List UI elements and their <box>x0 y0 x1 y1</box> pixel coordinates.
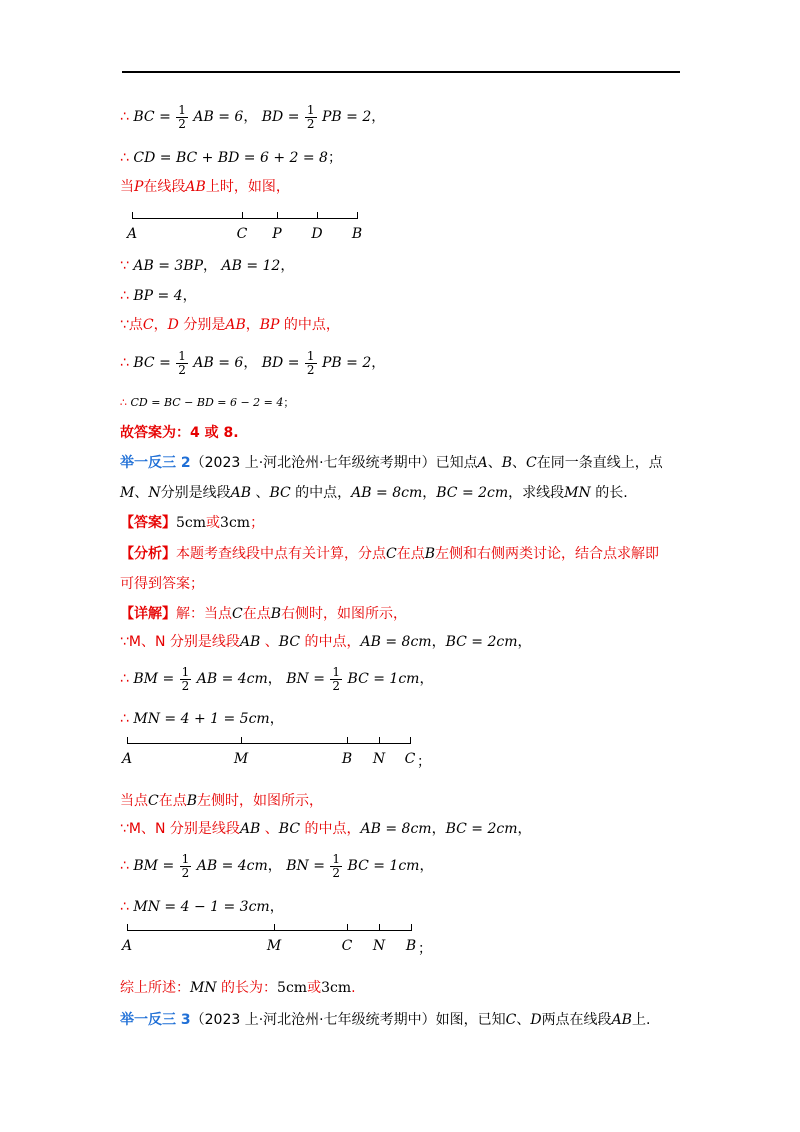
therefore-symbol: ∴ <box>120 858 129 875</box>
line-bc-bd-case1: ∴ BC = $\frac{1}{2}$ AB = 6， BD = $\frac{1}{2}$ PB = 2， <box>120 103 386 131</box>
case-p-on-ab: 当P在线段AB上时，如图， <box>120 179 290 195</box>
fraction-half: $\frac{1}{2}$ <box>178 349 186 377</box>
point-label: P <box>272 226 282 242</box>
therefore-symbol: ∴ <box>120 899 129 915</box>
header-rule <box>122 71 680 73</box>
answer-line: 故答案为：4 或 8. <box>120 425 239 441</box>
segment-diagram-amcnb: A M C N B ； <box>127 924 427 956</box>
therefore-symbol: ∴ <box>120 396 127 409</box>
fraction-half: $\frac{1}{2}$ <box>178 103 186 131</box>
line-cd-sum: ∴ CD = BC + BD = 6 + 2 = 8； <box>120 150 342 166</box>
fraction-half: $\frac{1}{2}$ <box>306 349 315 377</box>
line-bc-bd-case2: ∴ BC = $\frac{1}{2}$ AB = 6， BD = $\frac{1}{2}$ PB = 2， <box>120 349 386 377</box>
fraction-half: $\frac{1}{2}$ <box>332 852 341 880</box>
fraction-half: $\frac{1}{2}$ <box>181 852 190 880</box>
therefore-symbol: ∴ <box>120 109 129 126</box>
case1-mn: ∴ MN = 4 + 1 = 5cm， <box>120 711 284 727</box>
segment-diagram-acpdb <box>126 212 364 242</box>
fraction-half: $\frac{1}{2}$ <box>332 665 341 693</box>
detail-line: 【详解】解：当点C在点B右侧时，如图所示， <box>120 606 408 622</box>
line-midpoints-cd: ∵点C，D 分别是AB，BP 的中点， <box>120 317 340 333</box>
point-label: A <box>126 226 138 242</box>
line-bp-4: ∴ BP = 4， <box>120 288 197 304</box>
case2-midpoints: ∵M、N 分别是线段AB 、BC 的中点，AB = 8cm，BC = 2cm， <box>120 821 532 837</box>
question-2-line1: 举一反三 2（2023 上·河北沧州·七年级统考期中）已知点A、B、C在同一条直线上，点 <box>120 455 663 471</box>
case2-intro: 当点C在点B左侧时，如图所示， <box>120 793 324 809</box>
line-ab-3bp: ∵ AB = 3BP， AB = 12， <box>120 258 295 274</box>
question-2-line2: M、N分别是线段AB 、BC 的中点，AB = 8cm，BC = 2cm，求线段MN 的长. <box>120 485 628 501</box>
analysis-line1: 【分析】本题考查线段中点有关计算，分点C在点B左侧和右侧两类讨论，结合点求解即 <box>120 546 660 562</box>
therefore-symbol: ∴ <box>120 150 129 166</box>
answer-2-line: 【答案】5cm或3cm； <box>120 515 265 531</box>
point-label: C <box>236 226 248 242</box>
question-tag: 举一反三 2 <box>120 455 191 471</box>
segment-diagram-ambnc: A M B N C ； <box>127 737 427 769</box>
analysis-line2: 可得到答案； <box>120 576 204 592</box>
because-symbol: ∵ <box>120 317 129 333</box>
therefore-symbol: ∴ <box>120 355 129 372</box>
case1-midpoints: ∵M、N 分别是线段AB 、BC 的中点，AB = 8cm，BC = 2cm， <box>120 634 532 650</box>
fraction-half: $\frac{1}{2}$ <box>181 665 190 693</box>
because-symbol: ∵ <box>120 634 129 650</box>
therefore-symbol: ∴ <box>120 288 129 304</box>
point-label: D <box>311 226 323 242</box>
because-symbol: ∵ <box>120 821 129 837</box>
case2-mn: ∴ MN = 4 − 1 = 3cm， <box>120 899 284 915</box>
therefore-symbol: ∴ <box>120 671 129 688</box>
question-tag: 举一反三 3 <box>120 1012 191 1028</box>
point-label: B <box>351 226 363 242</box>
because-symbol: ∵ <box>120 258 129 274</box>
case1-bm-bn: ∴ BM = $\frac{1}{2}$ AB = 4cm， BN = $\frac{1}{2}$ BC = 1cm， <box>120 665 434 693</box>
fraction-half: $\frac{1}{2}$ <box>306 103 315 131</box>
line-cd-diff: ∴ CD = BC − BD = 6 − 2 = 4； <box>120 396 295 409</box>
summary-line: 综上所述：MN 的长为：5cm或3cm. <box>120 980 356 996</box>
case2-bm-bn: ∴ BM = $\frac{1}{2}$ AB = 4cm， BN = $\frac{1}{2}$ BC = 1cm， <box>120 852 434 880</box>
therefore-symbol: ∴ <box>120 711 129 727</box>
question-3-line1: 举一反三 3（2023 上·河北沧州·七年级统考期中）如图，已知C、D两点在线段AB上. <box>120 1012 651 1028</box>
